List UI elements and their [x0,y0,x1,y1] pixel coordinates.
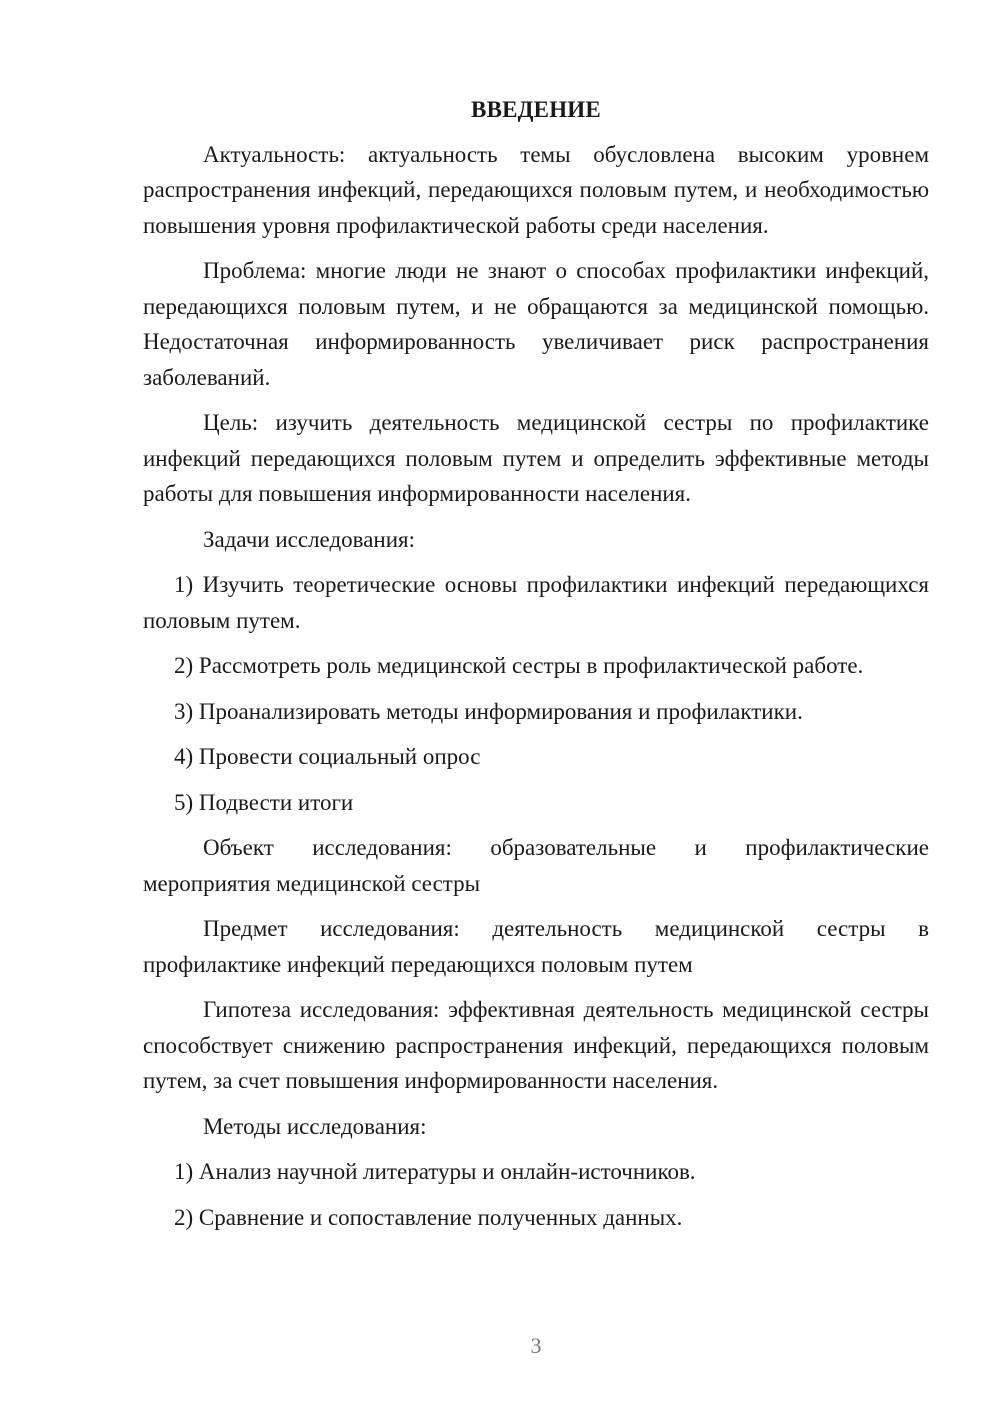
methods-heading: Методы исследования: [203,1113,427,1139]
paragraph-object: Объект исследования: образовательные и профилактические мероприятия медицинской сестры [143,835,929,896]
tasks-heading: Задачи исследования: [203,526,416,552]
paragraph-relevance: Актуальность: актуальность темы обусловлена высоким уровнем распространения инфекций, передающихся половым путем, и необходимостью повышения уровня профилактической работы среди населения. [143,141,929,238]
document-page [143,92,929,1245]
method-item-1: 1) Анализ научной литературы и онлайн-источников. [174,1159,696,1184]
paragraph-hypothesis: Гипотеза исследования: эффективная деятельность медицинской сестры способствует снижению распространения инфекций, передающихся половым путем, за счет повышения информированности населения. [143,997,929,1093]
task-item-3: 3) Проанализировать методы информирования и профилактики. [174,698,803,724]
paragraph-subject: Предмет исследования: деятельность медицинской сестры в профилактике инфекций передающихся половым путем [143,916,929,977]
task-item-4: 4) Провести социальный опрос [174,744,481,769]
task-item-1: 1) Изучить теоретические основы профилактики инфекций передающихся половым путем. [143,572,929,633]
method-item-2: 2) Сравнение и сопоставление полученных данных. [174,1204,683,1230]
paragraph-goal: Цель: изучить деятельность медицинской сестры по профилактике инфекций передающихся половым путем и определить эффективные методы работы для повышения информированности населения. [143,410,929,506]
page-number: 3 [530,1333,542,1358]
task-item-5: 5) Подвести итоги [174,789,354,815]
task-item-2: 2) Рассмотреть роль медицинской сестры в профилактической работе. [174,653,864,678]
document-title: ВВЕДЕНИЕ [471,97,601,122]
paragraph-problem: Проблема: многие люди не знают о способах профилактики инфекций, передающихся половым путем, и не обращаются за медицинской помощью. Недостаточная информированность увеличивает риск распространения заболеваний. [143,258,929,390]
